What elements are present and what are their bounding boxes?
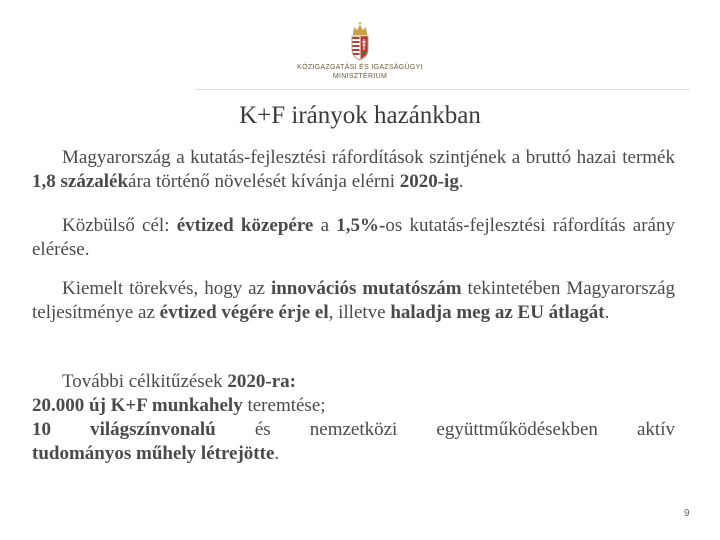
text-run: és nemzetközi együttműködésekben aktív — [215, 419, 675, 440]
header-divider — [195, 89, 690, 90]
slide-title: K+F irányok hazánkban — [239, 102, 481, 129]
text-run: . — [604, 302, 610, 323]
ministry-logo — [295, 20, 425, 82]
text-run: . — [274, 443, 280, 464]
text-run: Közbülső cél: — [62, 215, 177, 236]
text-run: További célkitűzések — [62, 371, 228, 392]
text-run: ára történő növelését kívánja elérni — [128, 171, 400, 192]
text-run: a — [313, 215, 337, 236]
bold-run: évtized végére érje el — [159, 302, 329, 323]
paragraph-innovation-aim — [32, 277, 675, 325]
paragraph-research-target — [32, 146, 675, 194]
bold-run: haladja meg az EU átlagát — [390, 302, 605, 323]
paragraph-further-goals — [32, 370, 675, 466]
text-run: tekintetében Magyarország teljesítménye az — [32, 278, 676, 323]
bold-run: 1,8 százalék — [32, 171, 129, 192]
bold-run: tudományos műhely létrejötte — [32, 443, 275, 464]
page-number: 9 — [684, 508, 690, 519]
text-run: Magyarország a kutatás-fejlesztési ráfordítások szintjének a bruttó hazai termék — [62, 147, 675, 168]
text-run: os kutatás-fejlesztési ráfordítás arány elérése. — [32, 215, 675, 260]
paragraph-intermediate-goal — [32, 214, 675, 262]
further-goals-line — [32, 394, 675, 418]
text-run: . — [458, 171, 464, 192]
text-run: teremtése; — [242, 395, 326, 416]
bold-run: évtized közepére — [176, 215, 314, 236]
bold-run: 20.000 új K+F munkahely — [32, 395, 243, 416]
text-run: , illetve — [328, 302, 391, 323]
further-goals-line — [32, 418, 675, 442]
bold-run: 1,5%- — [336, 215, 386, 236]
further-goals-line — [32, 370, 675, 394]
bold-run: 2020-ra: — [227, 371, 296, 392]
text-run: Kiemelt törekvés, hogy az — [62, 278, 271, 299]
logo-text-line1: KÖZIGAZGATÁSI ÉS IGAZSÁGÜGYI — [297, 64, 423, 71]
bold-run: 10 világszínvonalú — [32, 419, 216, 440]
further-goals-line — [32, 442, 675, 466]
bold-run: innovációs mutatószám — [270, 278, 462, 299]
logo-text-line2: MINISZTÉRIUM — [332, 73, 388, 80]
coat-of-arms-icon — [349, 20, 371, 62]
bold-run: 2020-ig — [399, 171, 459, 192]
